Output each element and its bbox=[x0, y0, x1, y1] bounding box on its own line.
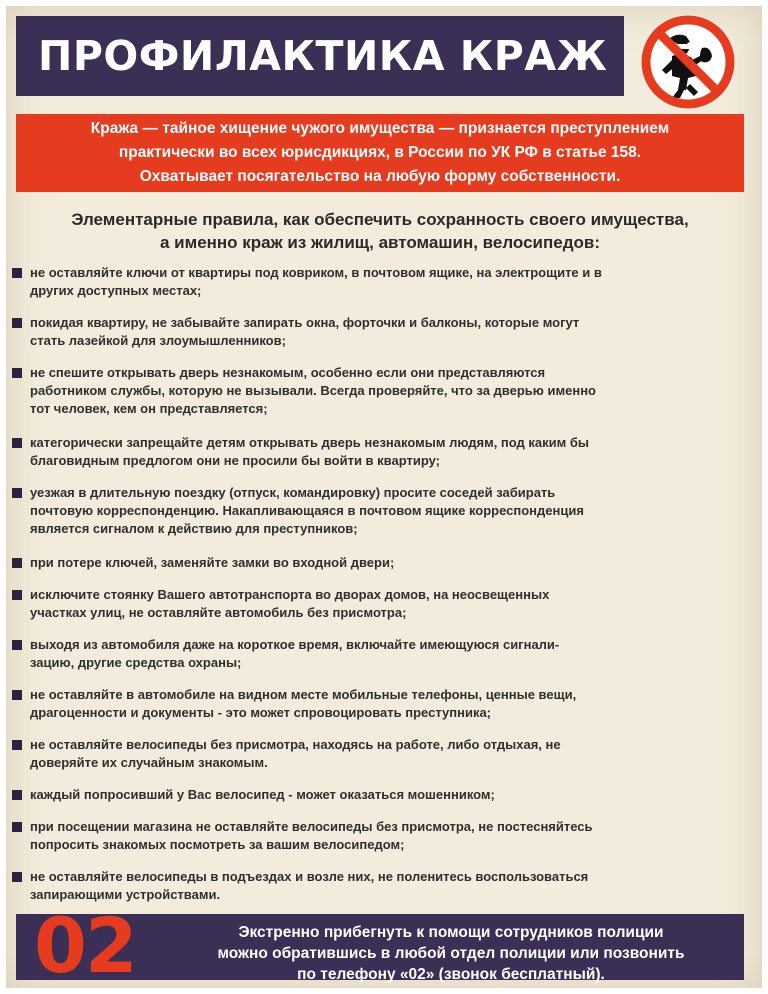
rule-line: зацию, другие средства охраны; bbox=[30, 655, 242, 670]
rule-line: не оставляйте велосипеды в подъездах и возле них, не поленитесь воспользоваться bbox=[30, 869, 589, 884]
footer-line: по телефону «02» (звонок бесплатный). bbox=[297, 966, 605, 983]
bullet-icon bbox=[12, 558, 22, 568]
bullet-icon bbox=[12, 438, 22, 448]
rule-line: уезжая в длительную поездку (отпуск, командировку) просите соседей забирать bbox=[30, 485, 556, 500]
footer-text bbox=[166, 922, 736, 985]
definition-line: практически во всех юрисдикциях, в России по УК РФ в статье 158. bbox=[118, 144, 642, 161]
bullet-icon bbox=[12, 590, 22, 600]
bullet-icon bbox=[12, 690, 22, 700]
rule-line: категорически запрещайте детям открывать дверь незнакомым людям, под каким бы bbox=[30, 435, 590, 450]
rule-line: является сигналом к действию для преступников; bbox=[30, 521, 358, 536]
footer-line: можно обратившись в любой отдел полиции или позвонить bbox=[217, 945, 685, 962]
rule-line: драгоценности и документы - это может спровоцировать преступника; bbox=[30, 705, 492, 720]
rule-line: не оставляйте велосипеды без присмотра, находясь на работе, либо отдыхая, не bbox=[30, 737, 561, 752]
rule-line: почтовую корреспонденцию. Накапливающаяся в почтовом ящике корреспонденция bbox=[30, 503, 584, 518]
bullet-icon bbox=[12, 488, 22, 498]
rule-line: не оставляйте в автомобиле на видном месте мобильные телефоны, ценные вещи, bbox=[30, 687, 577, 702]
bullet-icon bbox=[12, 318, 22, 328]
page-title: ПРОФИЛАКТИКА КРАЖ bbox=[38, 32, 608, 80]
definition-box bbox=[16, 114, 744, 192]
rule-line: не оставляйте ключи от квартиры под ковриком, в почтовом ящике, на электрощите и в bbox=[30, 265, 602, 280]
rule-line: исключите стоянку Вашего автотранспорта во дворах домов, на неосвещенных bbox=[30, 587, 550, 602]
rule-line: при потере ключей, заменяйте замки во входной двери; bbox=[30, 555, 395, 570]
emergency-number: 02 bbox=[34, 901, 136, 988]
rule-line: других доступных местах; bbox=[30, 283, 202, 298]
rule-line: каждый попросивший у Вас велосипед - может оказаться мошенником; bbox=[30, 787, 495, 802]
poster bbox=[6, 6, 762, 988]
rules-heading bbox=[16, 208, 744, 254]
rule-line: попросить знакомых посмотреть за вашим велосипедом; bbox=[30, 837, 405, 852]
rules-heading-line: а именно краж из жилищ, автомашин, велосипедов: bbox=[159, 233, 600, 252]
title-bar bbox=[16, 16, 624, 96]
rule-line: участках улиц, не оставляйте автомобиль без присмотра; bbox=[30, 605, 407, 620]
rule-line: тот человек, кем он представляется; bbox=[30, 401, 268, 416]
rules-heading-line: Элементарные правила, как обеспечить сохранность своего имущества, bbox=[71, 210, 689, 229]
rule-line: при посещении магазина не оставляйте велосипеды без присмотра, не постесняйтесь bbox=[30, 819, 593, 834]
bullet-icon bbox=[12, 790, 22, 800]
definition-line: Кража — тайное хищение чужого имущества — признается преступлением bbox=[90, 120, 670, 137]
bullet-icon bbox=[12, 268, 22, 278]
rule-line: выходя из автомобиля даже на короткое время, включайте имеющуюся сигнали- bbox=[30, 637, 560, 652]
bullet-icon bbox=[12, 640, 22, 650]
bullet-icon bbox=[12, 822, 22, 832]
footer-line: Экстренно прибегнуть к помощи сотрудников полиции bbox=[238, 924, 664, 941]
bullet-icon bbox=[12, 368, 22, 378]
rule-line: стать лазейкой для злоумышленников; bbox=[30, 333, 286, 348]
bullet-icon bbox=[12, 740, 22, 750]
rule-line: доверяйте их случайным знакомым. bbox=[30, 755, 268, 770]
no-thief-icon bbox=[638, 12, 738, 112]
footer-bar bbox=[16, 901, 744, 988]
bullet-icon bbox=[12, 872, 22, 882]
definition-line: Охватывает посягательство на любую форму собственности. bbox=[139, 168, 621, 185]
rule-line: работником службы, которую не вызывали. Всегда проверяйте, что за дверью именно bbox=[30, 383, 596, 398]
definition-text bbox=[91, 117, 669, 189]
rule-line: не спешите открывать дверь незнакомым, особенно если они представляются bbox=[30, 365, 546, 380]
rule-line: покидая квартиру, не забывайте запирать окна, форточки и балконы, которые могут bbox=[30, 315, 580, 330]
rule-line: запирающими устройствами. bbox=[30, 887, 221, 902]
rule-line: благовидным предлогом они не просили бы войти в квартиру; bbox=[30, 453, 440, 468]
